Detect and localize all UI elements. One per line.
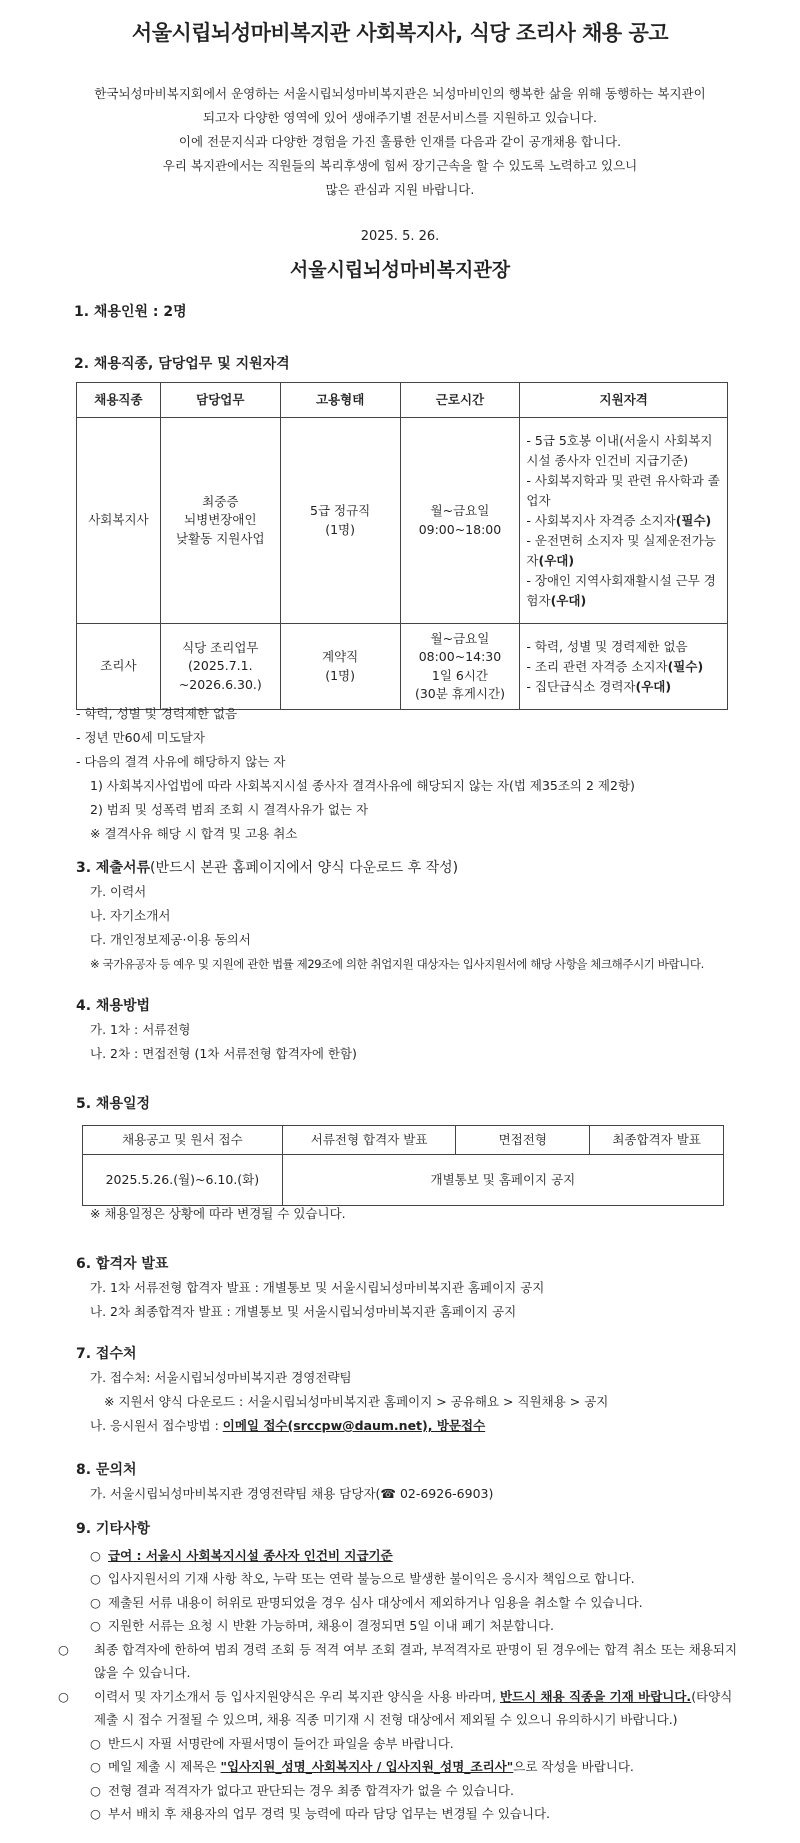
- list-item: ○ 제출된 서류 내용이 허위로 판명되었을 경우 심사 대상에서 제외하거나 임용을 취소할 수 있습니다.: [90, 1594, 643, 1610]
- section-9-title: 9. 기타사항: [76, 1521, 151, 1537]
- section-3-title: 3. 제출서류(반드시 본관 홈페이지에서 양식 다운로드 후 작성): [76, 860, 459, 876]
- qualification-item: - 조리 관련 자격증 소지자(필수): [526, 658, 704, 674]
- list-item: 나. 2차 : 면접전형 (1차 서류전형 합격자에 한함): [90, 1046, 357, 1061]
- section-7: [76, 1342, 608, 1438]
- list-item: ○ 최종 합격자에 한하여 범죄 경력 조회 등 적격 여부 조회 결과, 부적격자로 판명이 된 경우에는 합격 취소 또는 채용되지 않을 수 있습니다.: [58, 1641, 738, 1680]
- hours-line: 08:00~14:30: [418, 649, 502, 665]
- section-5-title: 5. 채용일정: [76, 1096, 151, 1112]
- organization-head: 서울시립뇌성마비복지관장: [289, 259, 511, 282]
- column-header: 고용형태: [280, 383, 400, 418]
- qualifications-cell: [520, 624, 728, 710]
- list-item: ○ 반드시 자필 서명란에 자필서명이 들어간 파일을 송부 바랍니다.: [90, 1735, 454, 1751]
- list-item: ○ 메일 제출 시 제목은 "입사지원_성명_사회복지사 / 입사지원_성명_조리사"으로 작성을 바랍니다.: [90, 1759, 634, 1774]
- column-header: 면접전형: [456, 1126, 590, 1155]
- duty-line: 최중증: [202, 494, 239, 510]
- note-line: ※ 지원서 양식 다운로드 : 서울시립뇌성마비복지관 홈페이지 > 공유해요 > 직원채용 > 공지: [104, 1394, 609, 1409]
- column-header: 최종합격자 발표: [590, 1126, 724, 1155]
- column-header: 채용공고 및 원서 접수: [83, 1126, 283, 1155]
- job-cell: 조리사: [77, 624, 161, 710]
- section-1-title: 1. 채용인원 : 2명: [74, 304, 187, 320]
- intro-line: 우리 복지관에서는 직원들의 복리후생에 힘써 장기근속을 할 수 있도록 노력하고 있으니: [162, 158, 638, 174]
- column-header: 서류전형 합격자 발표: [282, 1126, 456, 1155]
- employment-type-cell: [280, 418, 400, 624]
- qualification-item: - 사회복지학과 및 관련 유사학과 졸업자: [526, 472, 720, 508]
- qualification-item: - 장애인 지역사회재활시설 근무 경험자(우대): [526, 572, 716, 608]
- list-item: 다. 개인정보제공·이용 동의서: [90, 932, 251, 947]
- schedule-note: [76, 1202, 346, 1226]
- hours-line: 09:00~18:00: [418, 521, 502, 537]
- duty-cell: [160, 624, 280, 710]
- duty-line: ~2026.6.30.): [178, 676, 262, 692]
- notice-title: 서울시립뇌성마비복지관 사회복지사, 식당 조리사 채용 공고: [131, 21, 669, 45]
- duty-cell: [160, 418, 280, 624]
- note-line: 1) 사회복지사업법에 따라 사회복지시설 종사자 결격사유에 해당되지 않는 자(법 제35조의 2 제2항): [90, 778, 635, 793]
- hours-cell: [400, 624, 520, 710]
- list-item: 가. 서울시립뇌성마비복지관 경영전략팀 채용 담당자(☎ 02-6926-6903): [90, 1486, 494, 1501]
- note-line: - 다음의 결격 사유에 해당하지 않는 자: [76, 754, 286, 769]
- note-line: ※ 결격사유 해당 시 합격 및 고용 취소: [90, 826, 298, 841]
- hours-line: 월~금요일: [430, 503, 490, 519]
- qualification-item: - 5급 5호봉 이내(서울시 사회복지시설 종사자 인건비 지급기준): [526, 432, 713, 468]
- section-5: [76, 1092, 150, 1116]
- section-8-title: 8. 문의처: [76, 1462, 137, 1478]
- list-item: 가. 1차 서류전형 합격자 발표 : 개별통보 및 서울시립뇌성마비복지관 홈페이지 공지: [90, 1280, 545, 1295]
- type-line: 계약직: [322, 649, 359, 665]
- note-line: 2) 범죄 및 성폭력 범죄 조회 시 결격사유가 없는 자: [90, 802, 369, 817]
- job-cell: 사회복지사: [77, 418, 161, 624]
- positions-table-wrap: [76, 382, 728, 710]
- column-header: 근로시간: [400, 383, 520, 418]
- column-header: 지원자격: [520, 383, 728, 418]
- section-4-title: 4. 채용방법: [76, 998, 151, 1014]
- list-item: ○ 이력서 및 자기소개서 등 입사지원양식은 우리 복지관 양식을 사용 바라며, 반드시 채용 직종을 기재 바랍니다.(타양식 제출 시 접수 거절될 수 있으며, 채용 직종 미기재 시 전형 대상에서 제외될 수 있으니 유의하시기 바랍니다.): [58, 1688, 733, 1727]
- intro-line: 많은 관심과 지원 바랍니다.: [325, 182, 475, 198]
- list-item: 가. 1차 : 서류전형: [90, 1022, 191, 1037]
- qualification-item: - 학력, 성별 및 경력제한 없음: [526, 638, 688, 654]
- section-7-title: 7. 접수처: [76, 1346, 137, 1362]
- note-line: ※ 국가유공자 등 예우 및 지원에 관한 법률 제29조에 의한 취업지원 대상자는 입사지원서에 해당 사항을 체크해주시기 바랍니다.: [90, 957, 704, 971]
- note-line: - 정년 만60세 미도달자: [76, 730, 205, 745]
- notice-date: 2025. 5. 26.: [360, 229, 440, 245]
- duty-line: 낮활동 지원사업: [176, 530, 265, 546]
- intro-line: 이에 전문지식과 다양한 경험을 가진 훌륭한 인재를 다음과 같이 공개채용 합니다.: [178, 134, 622, 150]
- announcement-method: 개별통보 및 홈페이지 공지: [282, 1155, 723, 1206]
- duty-line: (2025.7.1.: [188, 658, 253, 674]
- list-item: 가. 접수처: 서울시립뇌성마비복지관 경영전략팀: [90, 1370, 352, 1385]
- qualifications-cell: [520, 418, 728, 624]
- section-9: [58, 1518, 744, 1826]
- duty-line: 식당 조리업무: [182, 640, 259, 656]
- schedule-table: [82, 1125, 724, 1206]
- intro-paragraph: [74, 82, 726, 202]
- qualification-item: - 사회복지사 자격증 소지자(필수): [526, 512, 712, 528]
- list-item: 나. 2차 최종합격자 발표 : 개별통보 및 서울시립뇌성마비복지관 홈페이지 공지: [90, 1304, 517, 1319]
- positions-table: [76, 382, 728, 710]
- hours-line: 1일 6시간: [431, 667, 489, 683]
- schedule-table-wrap: [82, 1125, 724, 1206]
- table-row: [83, 1155, 724, 1206]
- table-header-row: [83, 1126, 724, 1155]
- list-item: ○ 전형 결과 적격자가 없다고 판단되는 경우 최종 합격자가 없을 수 있습니다.: [90, 1782, 514, 1798]
- note-line: ※ 채용일정은 상황에 따라 변경될 수 있습니다.: [90, 1206, 346, 1221]
- type-line: (1명): [325, 521, 356, 537]
- table-row: [77, 418, 728, 624]
- eligibility-notes: [76, 702, 635, 846]
- list-item: 가. 이력서: [90, 884, 147, 899]
- intro-line: 한국뇌성마비복지회에서 운영하는 서울시립뇌성마비복지관은 뇌성마비인의 행복한 삶을 위해 동행하는 복지관이: [94, 86, 706, 102]
- table-row: [77, 624, 728, 710]
- list-item: ○ 지원한 서류는 요청 시 반환 가능하며, 채용이 결정되면 5일 이내 폐기 처분합니다.: [90, 1618, 555, 1633]
- duty-line: 뇌병변장애인: [184, 512, 257, 528]
- type-line: (1명): [325, 667, 356, 683]
- column-header: 채용직종: [77, 383, 161, 418]
- hours-line: 월~금요일: [430, 631, 490, 647]
- table-header-row: [77, 383, 728, 418]
- intro-line: 되고자 다양한 영역에 있어 생애주기별 전문서비스를 지원하고 있습니다.: [202, 110, 598, 126]
- qualification-item: - 집단급식소 경력자(우대): [526, 678, 672, 694]
- email-contact: 이메일 접수(srccpw@daum.net), 방문접수: [222, 1418, 486, 1433]
- employment-type-cell: [280, 624, 400, 710]
- column-header: 담당업무: [160, 383, 280, 418]
- hours-line: (30분 휴게시간): [414, 685, 505, 701]
- section-3: [76, 856, 704, 976]
- list-item: ○ 급여 : 서울시 사회복지시설 종사자 인건비 지급기준: [90, 1547, 393, 1563]
- list-item: 나. 응시원서 접수방법 : 이메일 접수(srccpw@daum.net), 방문접수: [90, 1418, 486, 1433]
- list-item: ○ 입사지원서의 기재 사항 착오, 누락 또는 연락 불능으로 발생한 불이익은 응시자 책임으로 합니다.: [90, 1571, 635, 1586]
- list-item: ○ 부서 배치 후 채용자의 업무 경력 및 능력에 따라 담당 업무는 변경될 수 있습니다.: [90, 1806, 551, 1821]
- note-line: - 학력, 성별 및 경력제한 없음: [76, 706, 238, 721]
- section-6-title: 6. 합격자 발표: [76, 1256, 169, 1272]
- list-item: 나. 자기소개서: [90, 908, 171, 923]
- section-6: [76, 1252, 544, 1324]
- section-2-title: 2. 채용직종, 담당업무 및 지원자격: [74, 356, 290, 372]
- hours-cell: [400, 418, 520, 624]
- qualification-item: - 운전면허 소지자 및 실제운전가능자(우대): [526, 532, 716, 568]
- type-line: 5급 정규직: [310, 503, 371, 519]
- section-4: [76, 994, 357, 1066]
- section-8: [76, 1458, 493, 1506]
- application-period: 2025.5.26.(월)~6.10.(화): [83, 1155, 283, 1206]
